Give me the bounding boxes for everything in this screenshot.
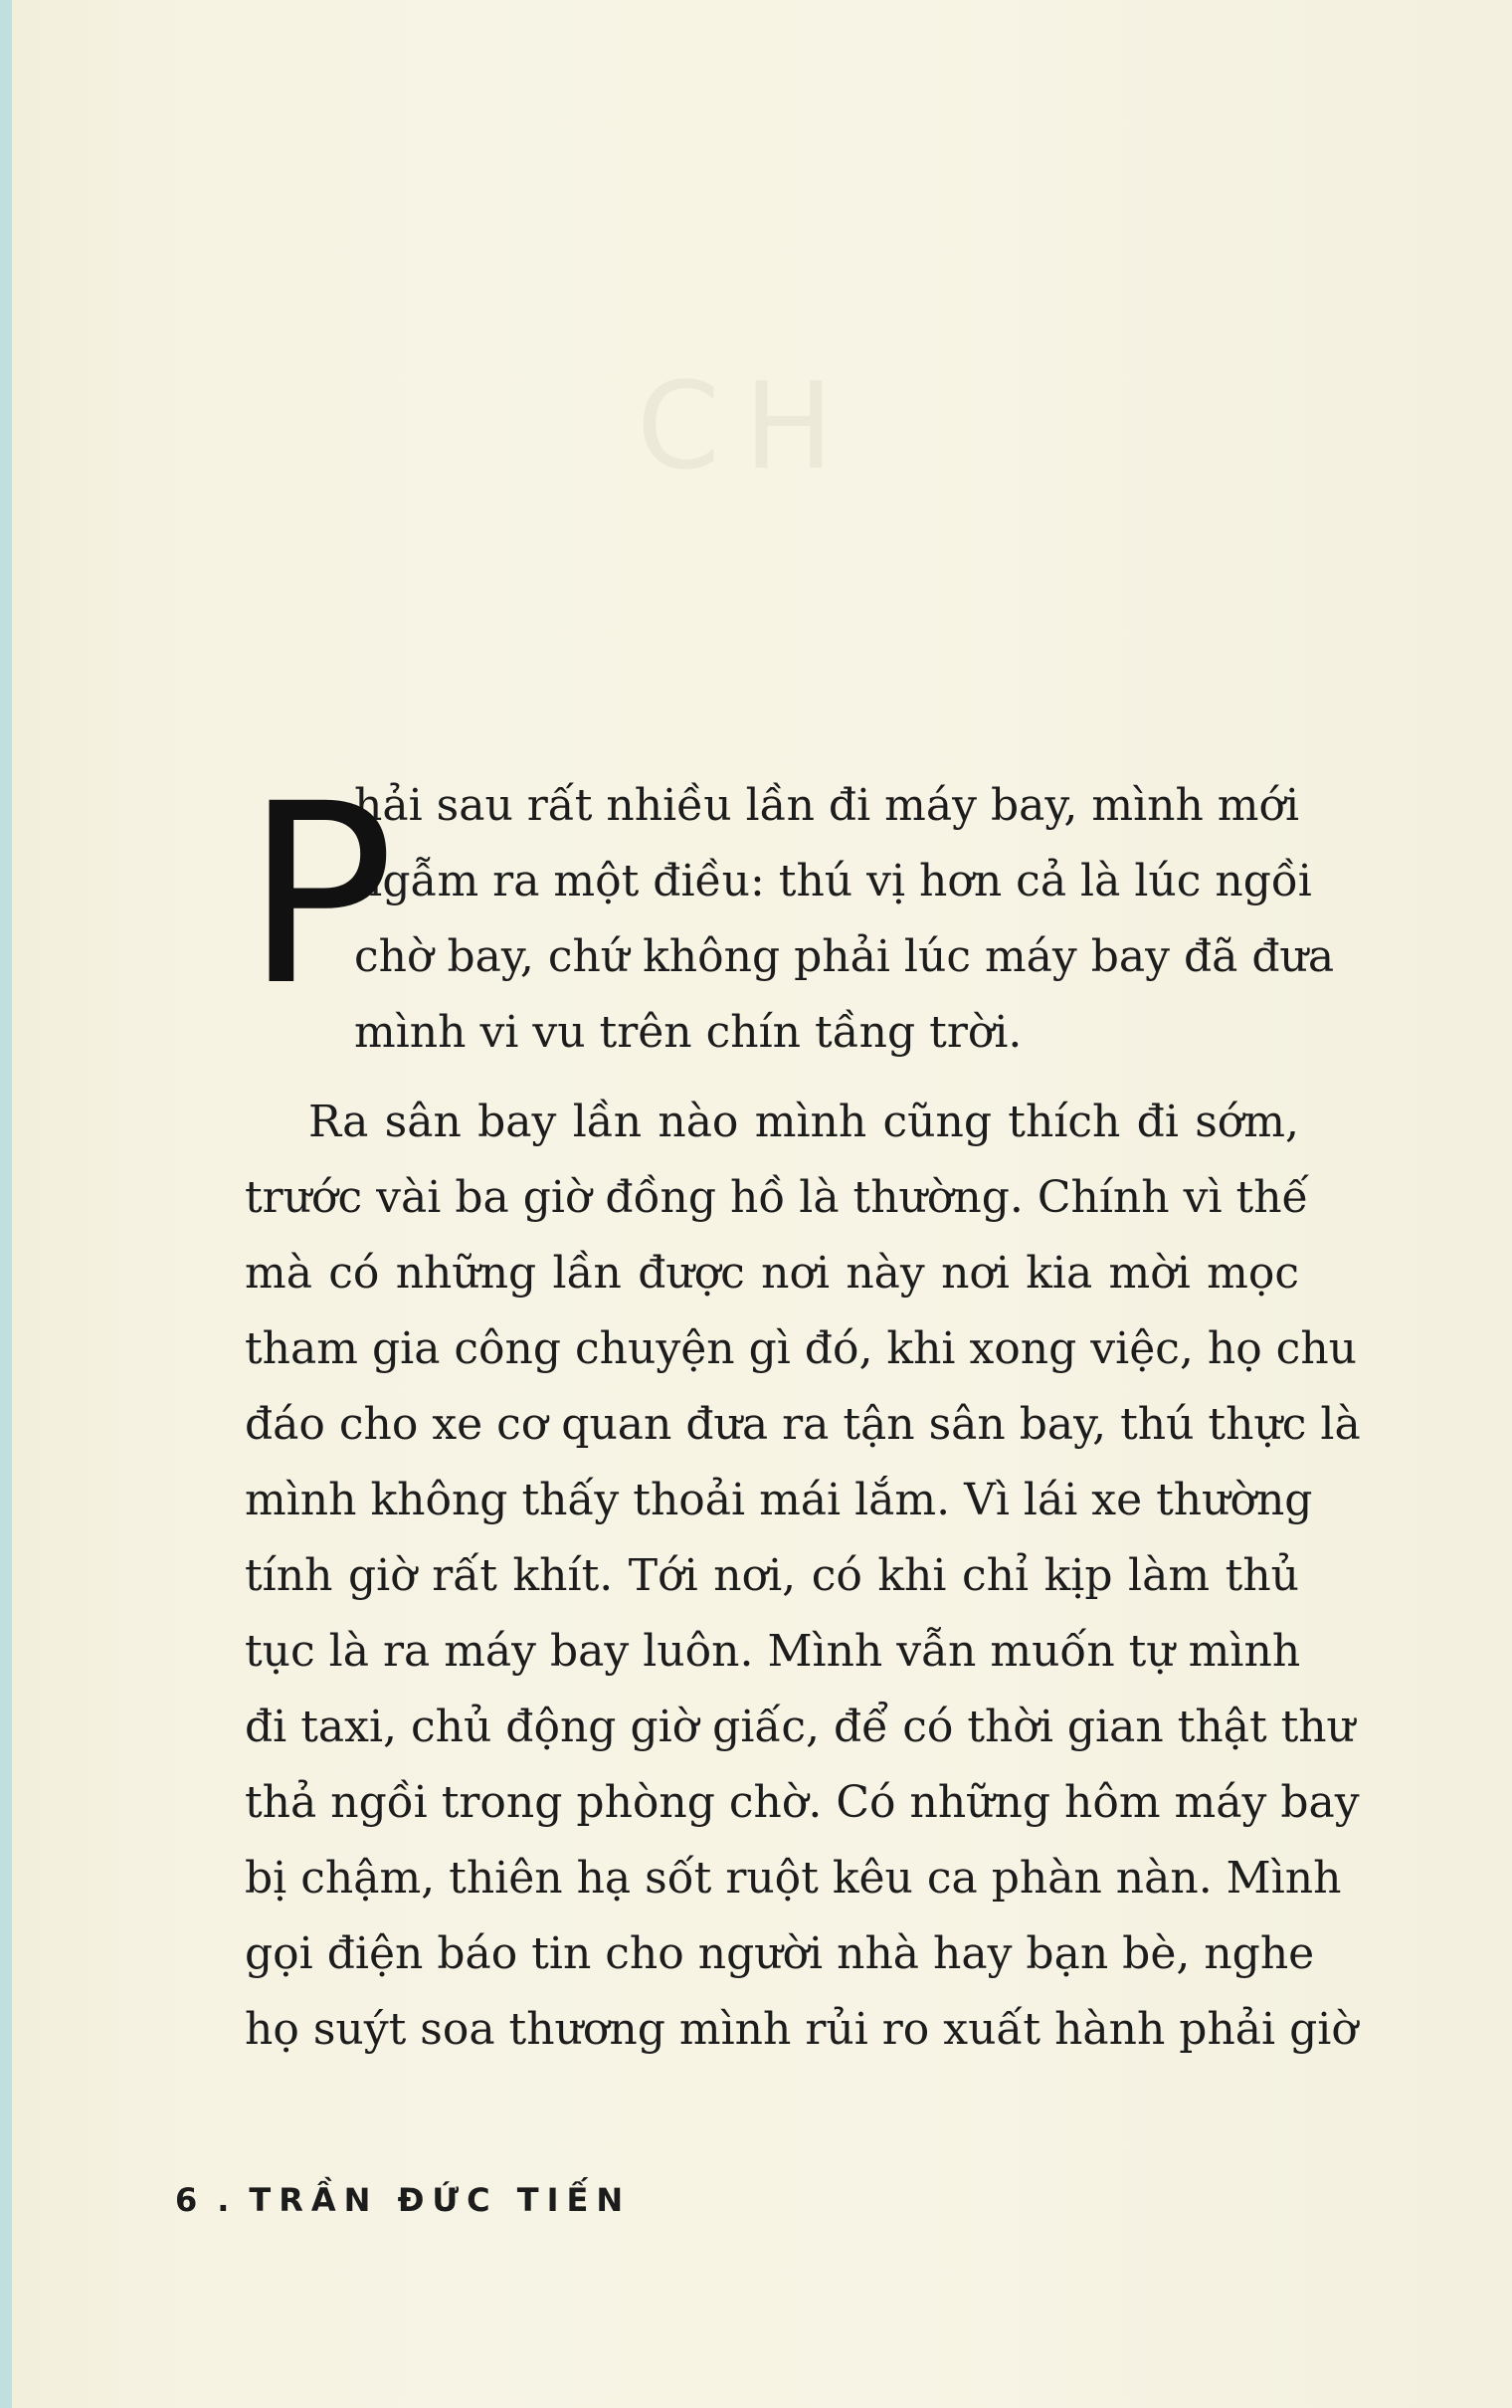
text-line: tham gia công chuyện gì đó, khi xong việc, họ chu	[245, 1323, 1358, 1374]
text-line: chờ bay, chứ không phải lúc máy bay đã đưa	[354, 931, 1335, 982]
text-line: tính giờ rất khít. Tới nơi, có khi chỉ kịp làm thủ	[245, 1550, 1299, 1601]
text-line: hải sau rất nhiều lần đi máy bay, mình mới	[354, 780, 1300, 831]
text-line: trước vài ba giờ đồng hồ là thường. Chính vì thế	[245, 1172, 1309, 1223]
text-line: mình vi vu trên chín tầng trời.	[354, 1007, 1023, 1058]
text-line: Ra sân bay lần nào mình cũng thích đi sớm,	[308, 1097, 1299, 1147]
running-footer	[175, 2181, 631, 2219]
drop-cap: P	[245, 750, 395, 1040]
body-text	[245, 750, 1361, 2068]
text-line: thả ngồi trong phòng chờ. Có những hôm máy bay	[245, 1777, 1360, 1828]
text-line: tục là ra máy bay luôn. Mình vẫn muốn tự mình	[245, 1626, 1301, 1677]
text-line: bị chậm, thiên hạ sốt ruột kêu ca phàn nàn. Mình	[245, 1853, 1342, 1904]
paragraph-2	[245, 1085, 1361, 2068]
paragraph-1	[245, 750, 1335, 1071]
text-line: đi taxi, chủ động giờ giấc, để có thời gian thật thư	[245, 1702, 1355, 1752]
text-line: đáo cho xe cơ quan đưa ra tận sân bay, thú thực là	[245, 1399, 1361, 1450]
show-through-text: CH	[637, 358, 858, 497]
footer-separator: .	[217, 2181, 238, 2219]
text-line: họ suýt soa thương mình rủi ro xuất hành phải giờ	[245, 2004, 1358, 2055]
text-line: ngẫm ra một điều: thú vị hơn cả là lúc ngồi	[354, 856, 1312, 906]
author-name: TRẦN ĐỨC TIẾN	[249, 2181, 632, 2219]
page-number: 6	[175, 2181, 206, 2219]
text-line: gọi điện báo tin cho người nhà hay bạn bè, nghe	[245, 1928, 1315, 1979]
book-edge	[0, 0, 12, 2408]
text-line: mình không thấy thoải mái lắm. Vì lái xe thường	[245, 1475, 1313, 1525]
text-line: mà có những lần được nơi này nơi kia mời mọc	[245, 1248, 1299, 1299]
